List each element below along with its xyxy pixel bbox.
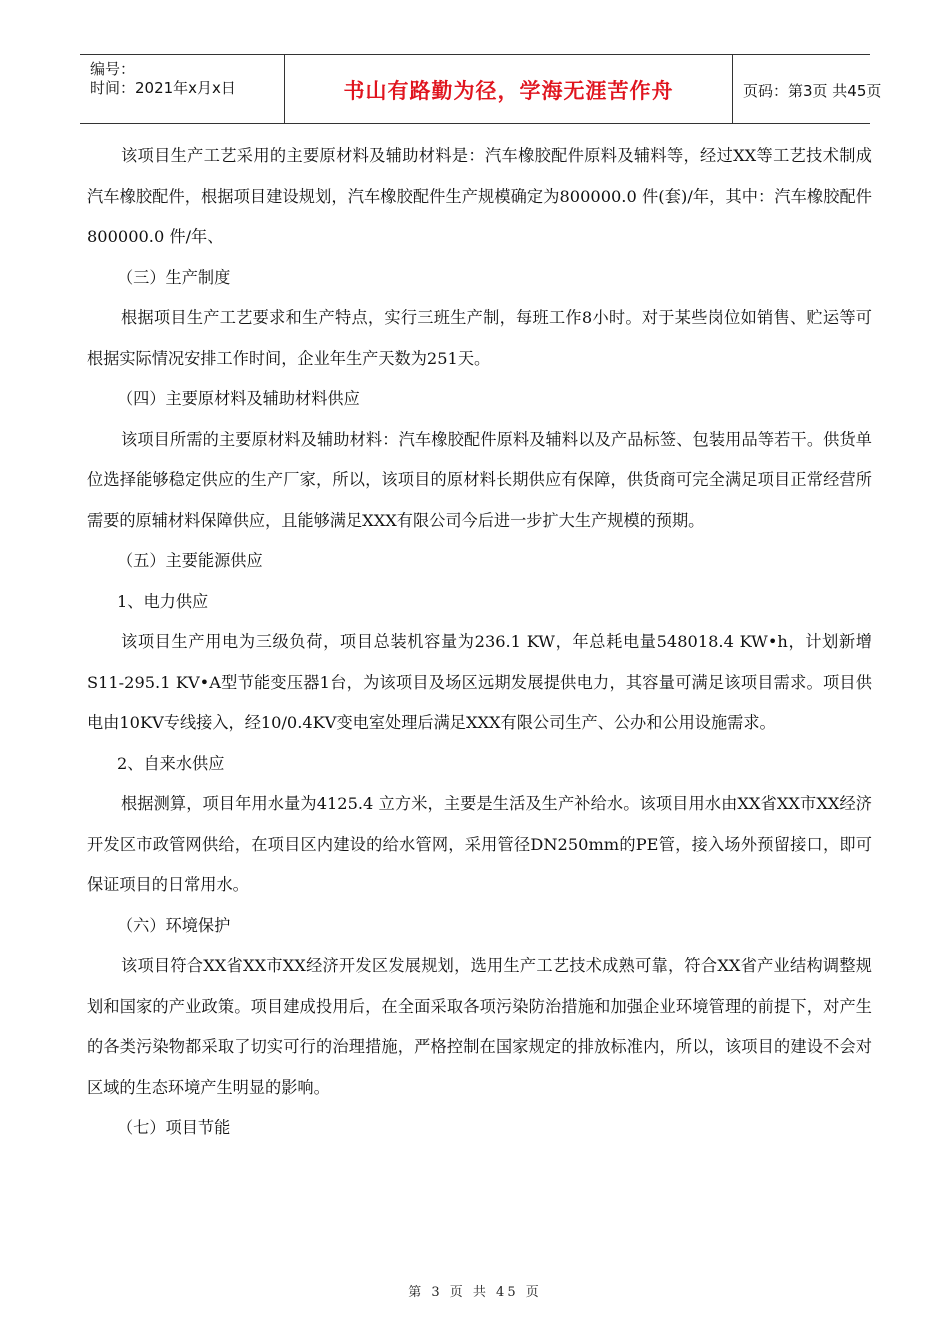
page-footer: 第 3 页 共 45 页 <box>408 1285 542 1300</box>
paragraph: 该项目所需的主要原材料及辅助材料：汽车橡胶配件原料及辅料以及产品标签、包装用品等若干。供货单位选择能够稳定供应的生产厂家，所以，该项目的原材料长期供应有保障，供货商可完全满足项目正常经营所需要的原辅材料保障供应，且能够满足XXX有限公司今后进一步扩大生产规模的预期。 <box>87 429 872 530</box>
section-heading: （六）环境保护 <box>117 915 231 935</box>
paragraph: 该项目符合XX省XX市XX经济开发区发展规划，选用生产工艺技术成熟可靠，符合XX省产业结构调整规划和国家的产业政策。项目建成投用后，在全面采取各项污染防治措施和加强企业环境管理的前提下，对产生的各类污染物都采取了切实可行的治理措施，严格控制在国家规定的排放标准内，所以，该项目的建设不会对区域的生态环境产生明显的影响。 <box>87 956 872 1097</box>
paragraph: 根据项目生产工艺要求和生产特点，实行三班生产制，每班工作8小时。对于某些岗位如销售、贮运等可根据实际情况安排工作时间，企业年生产天数为251天。 <box>87 308 872 368</box>
header-meta <box>80 55 284 123</box>
document-date: 时间：2021年x月x日 <box>90 79 236 97</box>
section-heading: （三）生产制度 <box>117 267 231 287</box>
subsection-heading: 2、自来水供应 <box>117 753 225 773</box>
paragraph: 该项目生产工艺采用的主要原材料及辅助材料是：汽车橡胶配件原料及辅料等，经过XX等工艺技术制成汽车橡胶配件，根据项目建设规划，汽车橡胶配件生产规模确定为800000.0 件(套)/年，其中：汽车橡胶配件800000.0 件/年、 <box>87 146 872 246</box>
header-page-cell <box>731 55 882 123</box>
section-heading: （五）主要能源供应 <box>117 551 263 570</box>
section-heading: （四）主要原材料及辅助材料供应 <box>117 389 360 408</box>
paragraph: 根据测算，项目年用水量为4125.4 立方米，主要是生活及生产补给水。该项目用水由XX省XX市XX经济开发区市政管网供给，在项目区内建设的给水管网，采用管径DN250mm的PE管，接入场外预留接口，即可保证项目的日常用水。 <box>87 794 872 894</box>
header-page-info: 页码：第3页 共45页 <box>743 82 882 100</box>
paragraph: 该项目生产用电为三级负荷，项目总装机容量为236.1 KW，年总耗电量548018.4 KW•h，计划新增S11-295.1 KV•A型节能变压器1台，为该项目及场区远期发展提供电力，其容量可满足该项目需求。项目供电由10KV专线接入，经10/0.4KV变电室处理后满足XXX有限公司生产、公办和公用设施需求。 <box>87 632 872 732</box>
section-heading: （七）项目节能 <box>117 1118 231 1137</box>
document-body <box>87 136 872 1149</box>
page-header <box>80 54 882 124</box>
header-motto: 书山有路勤为径，学海无涯苦作舟 <box>343 79 674 103</box>
subsection-heading: 1、电力供应 <box>117 591 209 611</box>
document-number-label: 编号： <box>90 60 136 78</box>
header-motto-cell <box>284 55 733 123</box>
